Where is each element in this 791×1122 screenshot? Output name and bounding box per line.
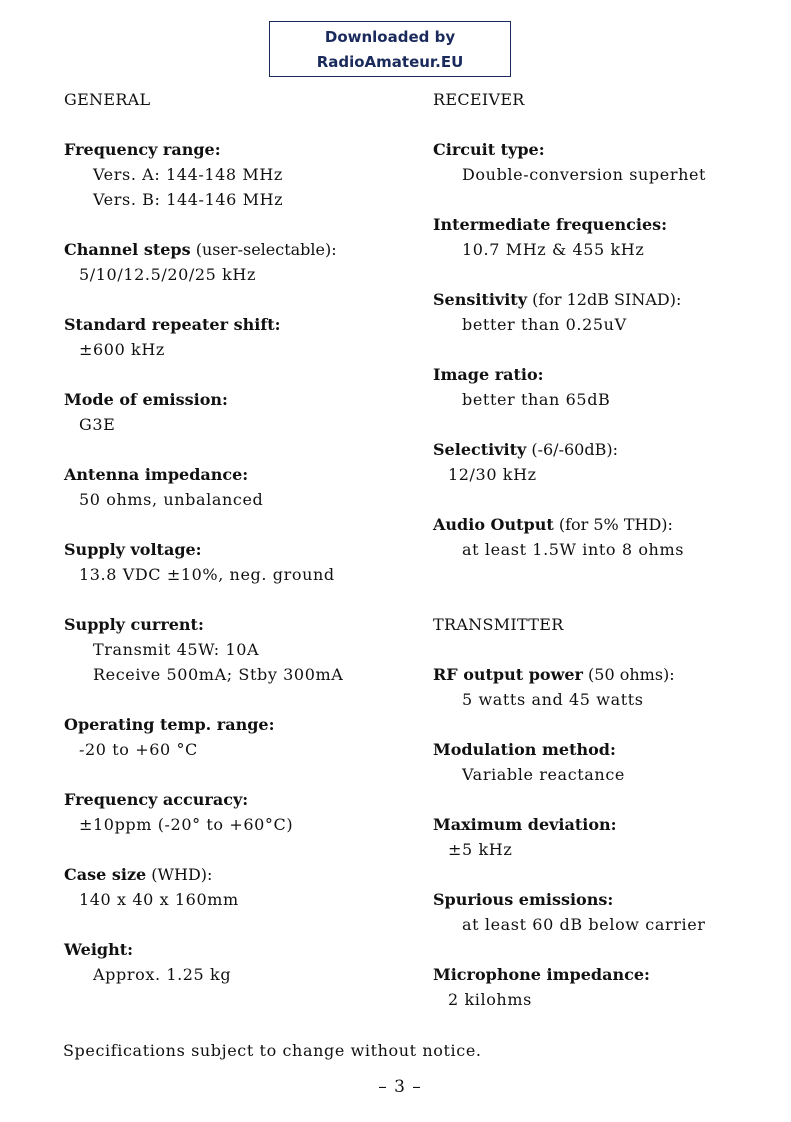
spec-audio-output [433, 512, 773, 562]
spec-label-note: (for 12dB SINAD): [526, 290, 682, 309]
spec-antenna-impedance [64, 462, 404, 512]
spec-channel-steps [64, 237, 404, 287]
spec-value: 2 kilohms [448, 990, 532, 1009]
disclaimer-note: Specifications subject to change without notice. [63, 1041, 482, 1060]
spec-label: Microphone impedance: [433, 965, 650, 984]
spec-value: Double-conversion superhet [462, 165, 707, 184]
transmitter-heading: TRANSMITTER [433, 615, 564, 634]
spec-value: 50 ohms, unbalanced [79, 490, 264, 509]
spec-circuit-type [433, 137, 773, 187]
spec-value: 12/30 kHz [448, 465, 537, 484]
spec-label: RF output power [433, 665, 583, 684]
spec-case-size [64, 862, 404, 912]
spec-mode-of-emission [64, 387, 404, 437]
spec-label-note: (-6/-60dB): [526, 440, 618, 459]
spec-value: at least 60 dB below carrier [462, 915, 706, 934]
spec-spurious-emissions [433, 887, 773, 937]
spec-value: ±10ppm (-20° to +60°C) [79, 815, 294, 834]
spec-operating-temp [64, 712, 404, 762]
spec-intermediate-frequencies [433, 212, 773, 262]
spec-label-note: (for 5% THD): [553, 515, 673, 534]
spec-value: ±600 kHz [79, 340, 165, 359]
spec-label: Image ratio: [433, 365, 544, 384]
spec-value: Variable reactance [462, 765, 625, 784]
spec-value: -20 to +60 °C [79, 740, 198, 759]
spec-label: Weight: [64, 940, 134, 959]
general-column [64, 87, 404, 1012]
spec-image-ratio [433, 362, 773, 412]
spec-value: better than 65dB [462, 390, 611, 409]
spec-label: Channel steps [64, 240, 191, 259]
spec-label: Standard repeater shift: [64, 315, 281, 334]
receiver-transmitter-column [433, 87, 773, 1037]
receiver-heading: RECEIVER [433, 90, 525, 109]
spec-label-note: (50 ohms): [582, 665, 675, 684]
spec-modulation-method [433, 737, 773, 787]
spec-label: Modulation method: [433, 740, 616, 759]
spec-label: Mode of emission: [64, 390, 228, 409]
spec-microphone-impedance [433, 962, 773, 1012]
spec-repeater-shift [64, 312, 404, 362]
spec-value: Receive 500mA; Stby 300mA [93, 665, 344, 684]
spec-rf-output-power [433, 662, 773, 712]
spec-value: 10.7 MHz & 455 kHz [462, 240, 645, 259]
spec-label: Audio Output [433, 515, 554, 534]
spec-label: Antenna impedance: [64, 465, 249, 484]
spec-frequency-accuracy [64, 787, 404, 837]
spec-maximum-deviation [433, 812, 773, 862]
spec-value: 140 x 40 x 160mm [79, 890, 239, 909]
spec-value: G3E [79, 415, 116, 434]
spec-value: ±5 kHz [448, 840, 513, 859]
spec-frequency-range [64, 137, 404, 212]
spec-value: 5 watts and 45 watts [462, 690, 644, 709]
spec-value: Approx. 1.25 kg [93, 965, 232, 984]
spec-label: Supply voltage: [64, 540, 202, 559]
spec-value: better than 0.25uV [462, 315, 627, 334]
spec-selectivity [433, 437, 773, 487]
spec-value: at least 1.5W into 8 ohms [462, 540, 685, 559]
spec-label: Frequency accuracy: [64, 790, 249, 809]
spec-value: 13.8 VDC ±10%, neg. ground [79, 565, 335, 584]
spec-value: Vers. B: 144-146 MHz [93, 190, 284, 209]
spec-weight [64, 937, 404, 987]
spec-label: Frequency range: [64, 140, 221, 159]
general-heading: GENERAL [64, 90, 151, 109]
spec-label: Case size [64, 865, 147, 884]
spec-label: Operating temp. range: [64, 715, 275, 734]
spec-label: Intermediate frequencies: [433, 215, 668, 234]
spec-value: 5/10/12.5/20/25 kHz [79, 265, 257, 284]
spec-label-note: (user-selectable): [190, 240, 337, 259]
spec-label-note: (WHD): [146, 865, 213, 884]
watermark-line-2: RadioAmateur.EU [316, 53, 464, 71]
watermark-line-1: Downloaded by [324, 28, 456, 46]
spec-value: Vers. A: 144-148 MHz [93, 165, 283, 184]
spec-label: Supply current: [64, 615, 204, 634]
spec-label: Sensitivity [433, 290, 527, 309]
spec-label: Spurious emissions: [433, 890, 614, 909]
spec-supply-current [64, 612, 404, 687]
spec-sensitivity [433, 287, 773, 337]
spec-label: Circuit type: [433, 140, 545, 159]
spec-label: Selectivity [433, 440, 527, 459]
download-watermark [269, 21, 511, 77]
spec-label: Maximum deviation: [433, 815, 617, 834]
spec-value: Transmit 45W: 10A [93, 640, 260, 659]
page-number: – 3 – [378, 1077, 422, 1097]
spec-supply-voltage [64, 537, 404, 587]
